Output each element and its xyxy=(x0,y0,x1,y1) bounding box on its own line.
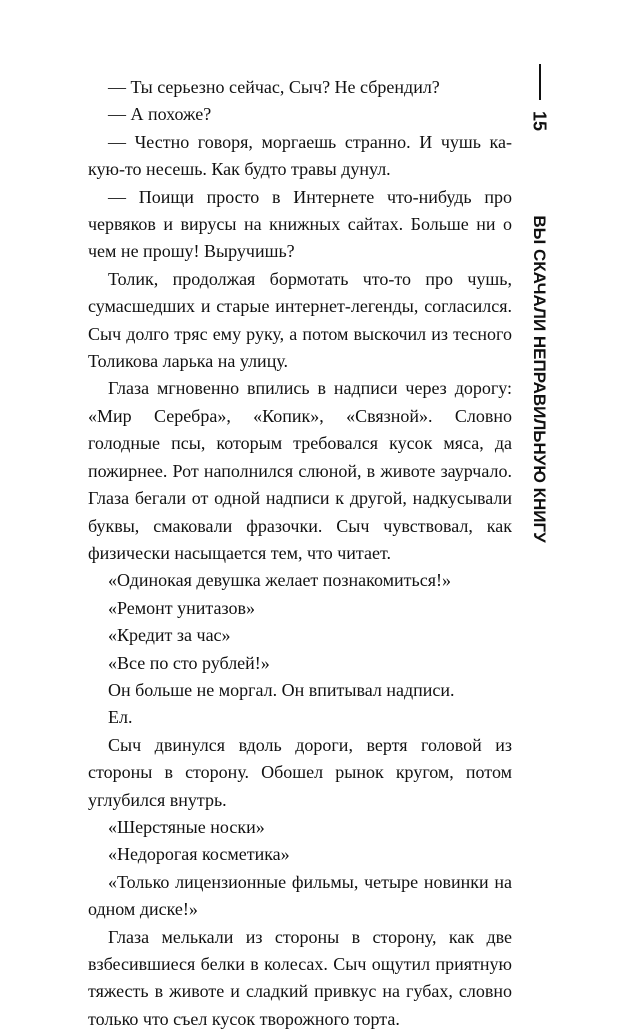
paragraph: Он больше не моргал. Он впитывал надписи. xyxy=(108,679,455,700)
page-number-text: 15 xyxy=(529,110,550,132)
paragraph: «Ремонт унитазов» xyxy=(108,597,255,618)
paragraph: «Все по сто рублей!» xyxy=(108,652,270,673)
side-margin xyxy=(519,64,559,584)
paragraph: «Кредит за час» xyxy=(108,625,231,646)
paragraph: Сыч двинулся вдоль дороги, вертя головой из стороны в сторону. Обошел рынок кругом, потом углубился внутрь. xyxy=(88,734,512,810)
running-title-text: ВЫ СКАЧАЛИ НЕПРАВИЛЬНУЮ КНИГУ xyxy=(530,215,549,543)
paragraph: — А похоже? xyxy=(108,104,212,125)
paragraph: — Поищи просто в Интернете что-нибудь про червяков и вирусы на книжных сайтах. Больше ни о чем не прошу! Выручишь? xyxy=(88,186,512,262)
paragraph: «Недорогая косметика» xyxy=(108,844,290,865)
paragraph: — Ты серьезно сейчас, Сыч? Не сбрендил? xyxy=(108,77,440,97)
paragraph: Толик, продолжая бормотать что-то про чушь, сумасшедших и старые интернет-легенды, согласился. Сыч долго тряс ему руку, а потом выскочил из тесного Толикова ларька на улицу. xyxy=(88,268,512,372)
page-text xyxy=(88,74,512,1033)
paragraph: Глаза мелькали из стороны в сторону, как две взбесившиеся белки в колесах. Сыч ощутил приятную тяжесть в животе и сладкий привкус на губах, словно только что съел кусок творожного торта. xyxy=(88,926,512,1029)
paragraph: «Только лицензионные фильмы, четыре новинки на одном диске!» xyxy=(88,871,512,920)
running-title xyxy=(519,184,559,574)
page-number xyxy=(519,106,559,136)
paragraph: Ел. xyxy=(108,707,133,728)
paragraph: «Шерстяные носки» xyxy=(108,816,265,837)
paragraph: Глаза мгновенно впились в надписи через дорогу: «Мир Серебра», «Копик», «Связной». Словно голодные псы, которым требовался кусок мяса, да пожирнее. Рот наполнился слюной, в животе заурчало. Глаза бегали от одной надписи к другой, надкусывали буквы, смаковали фразочки. Сыч чувствовал, как физически насыщается тем, что читает. xyxy=(88,378,512,563)
margin-rule xyxy=(539,64,541,100)
paragraph: «Одинокая девушка желает познакомиться!» xyxy=(108,570,452,591)
paragraph: — Честно говоря, моргаешь странно. И чушь какую-то несешь. Как будто травы дунул. xyxy=(88,131,512,180)
